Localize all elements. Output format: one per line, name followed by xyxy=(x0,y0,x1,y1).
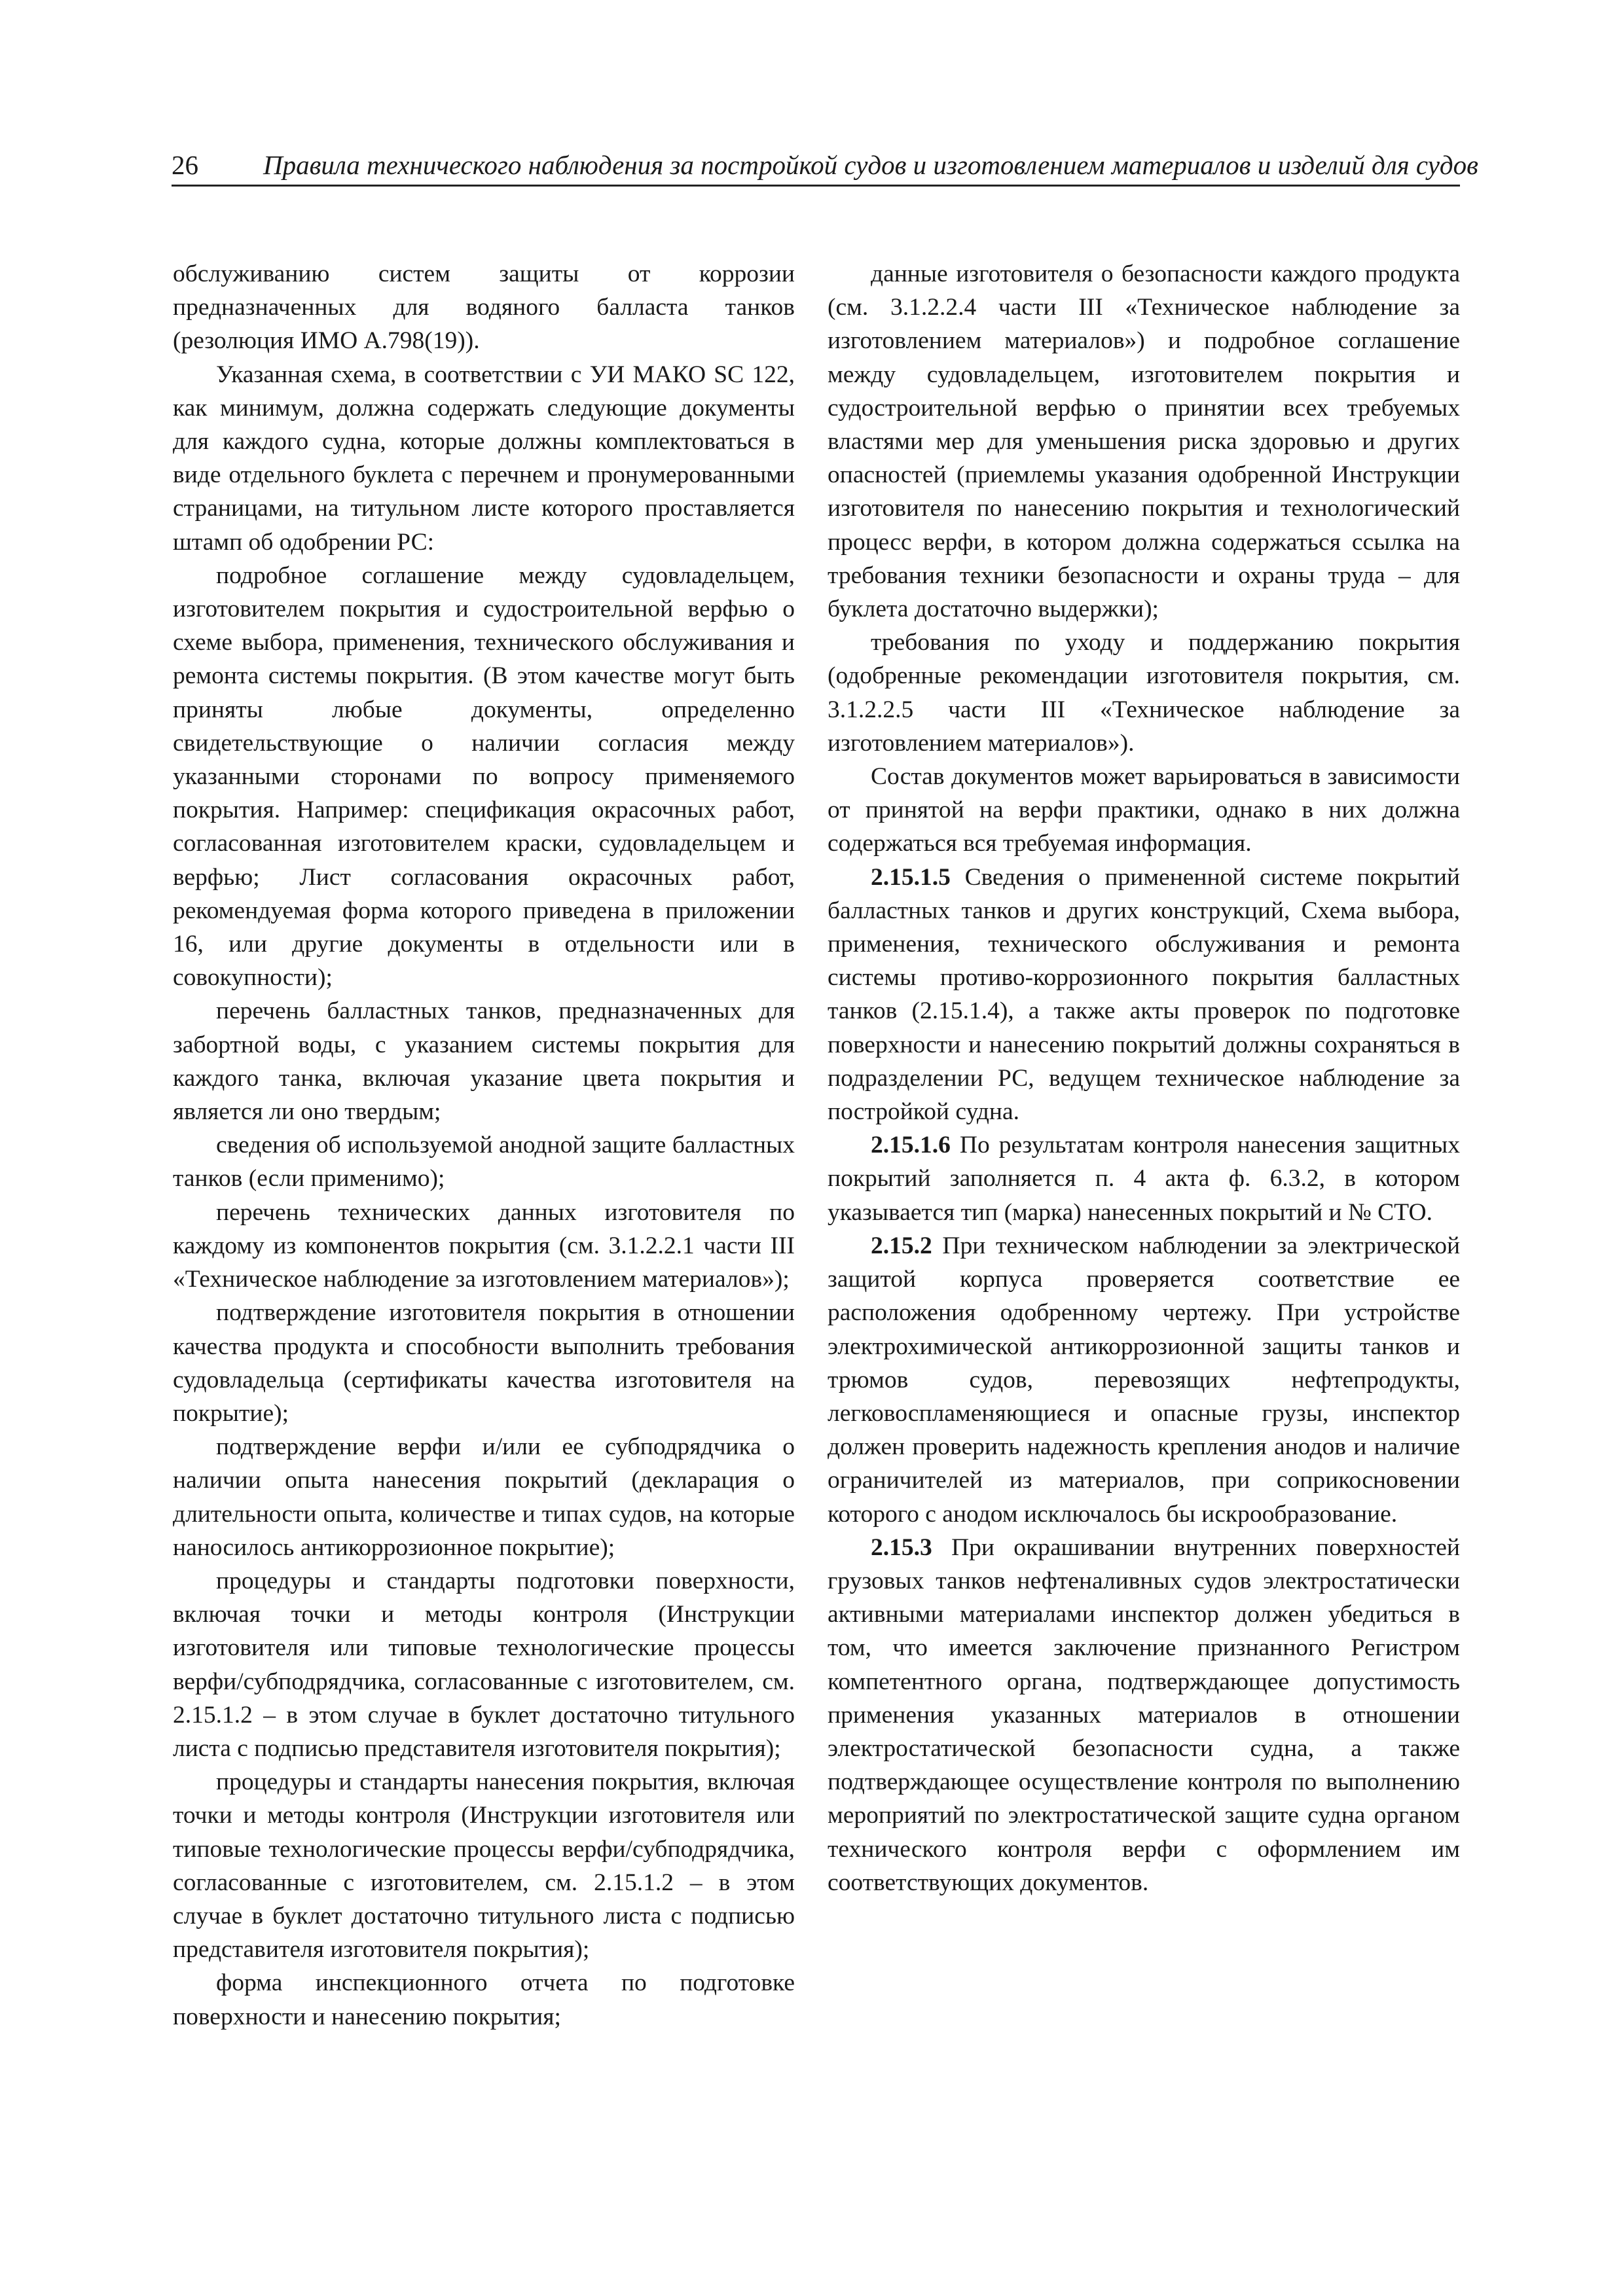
page-header xyxy=(172,145,1478,187)
page-number: 26 xyxy=(172,150,198,180)
paragraph-text: Состав документов может варьироваться в зависимости от принятой на верфи практики, однако в них должна содержаться вся требуемая информация. xyxy=(828,763,1460,857)
paragraph-text: При техническом наблюдении за электрической защитой корпуса проверяется соответствие ее расположения одобренному чертежу. При устройстве электрохимической антикоррозионной защиты танков и трюмов судов, перевозящих нефтепродукты, легковоспламеняющиеся и опасные грузы, инспектор должен проверить надежность крепления анодов и наличие ограничителей из материалов, при соприкосновении которого с анодом исключалось бы искрообразование. xyxy=(828,1232,1461,1528)
section-2-15-1-5 xyxy=(828,861,1460,1129)
paragraph xyxy=(828,760,1460,861)
paragraph-text: данные изготовителя о безопасности каждого продукта (см. 3.1.2.2.4 части III «Техническое наблюдение за изготовлением материалов») и подробное соглашение между судовладельцем, изготовителем покрытия и судостроительной верфью о принятии всех требуемых властями мер для уменьшения риска здоровью и других опасностей (приемлемы указания одобренной Инструкции изготовителя по нанесению покрытия и технологический процесс верфи, в котором должна содержаться ссылка на требования техники безопасности и охраны труда – для буклета достаточно выдержки); xyxy=(828,260,1460,623)
section-number: 2.15.3 xyxy=(871,1534,932,1561)
running-title: Правила технического наблюдения за постройкой судов и изготовлением материалов и изделий для судов xyxy=(263,150,1478,180)
paragraph-text: По результатам контроля нанесения защитных покрытий заполняется п. 4 акта ф. 6.3.2, в котором указывается тип (марка) нанесенных покрытий и № СТО. xyxy=(828,1132,1461,1226)
section-2-15-1-6 xyxy=(828,1128,1460,1229)
section-number: 2.15.1.5 xyxy=(871,863,951,891)
list-item: сведения об используемой анодной защите балластных танков (если применимо); xyxy=(173,1132,795,1193)
list-item: подтверждение верфи и/или ее субподрядчика о наличии опыта нанесения покрытий (декларация о длительности опыта, количестве и типах судов, на которые наносилось антикоррозионное покрытие); xyxy=(173,1433,795,1561)
paragraph-text: При окрашивании внутренних поверхностей грузовых танков нефтеналивных судов электростатически активными материалами инспектор должен убедиться в том, что имеется заключение признанного Регистром компетентного органа, подтверждающее допустимость применения указанных материалов в отношении электростатической безопасности судна, а также подтверждающее осуществление контроля по выполнению мероприятий по электростатической защите судна органом технического контроля верфи с оформлением им соответствующих документов. xyxy=(828,1534,1460,1896)
list-item: процедуры и стандарты нанесения покрытия, включая точки и методы контроля (Инструкции изготовителя или типовые технологические процессы верфи/субподрядчика, согласованные с изготовителем, см. 2.15.1.2 – в этом случае в буклет достаточно титульного листа с подписью представителя изготовителя покрытия); xyxy=(173,1768,795,1964)
list-item xyxy=(828,626,1460,760)
list-item: перечень технических данных изготовителя по каждому из компонентов покрытия (см. 3.1.2.2.1 части III «Техническое наблюдение за изготовлением материалов»); xyxy=(173,1198,795,1293)
section-2-15-2 xyxy=(828,1229,1460,1531)
paragraph-text: требования по уходу и поддержанию покрытия (одобренные рекомендации изготовителя покрытия, см. 3.1.2.2.5 части III «Техническое наблюдение за изготовлением материалов»). xyxy=(828,629,1460,757)
section-2-15-3 xyxy=(828,1531,1460,1899)
section-number: 2.15.2 xyxy=(871,1232,932,1259)
paragraph: Указанная схема, в соответствии с УИ МАКО SC 122, как минимум, должна содержать следующие документы для каждого судна, которые должны комплектоваться в виде отдельного буклета с перечнем и пронумерованными страницами, на титульном листе которого проставляется штамп об одобрении РС: xyxy=(173,361,795,556)
list-item: перечень балластных танков, предназначенных для забортной воды, с указанием системы покрытия для каждого танка, включая указание цвета покрытия и является ли оно твердым; xyxy=(173,997,795,1126)
right-column xyxy=(828,257,1460,1899)
section-number: 2.15.1.6 xyxy=(871,1132,951,1159)
list-item: процедуры и стандарты подготовки поверхности, включая точки и методы контроля (Инструкции изготовителя или типовые технологические процессы верфи/субподрядчика, согласованные с изготовителем, см. 2.15.1.2 – в этом случае в буклет достаточно титульного листа с подписью представителя изготовителя покрытия); xyxy=(173,1567,795,1762)
paragraph: обслуживанию систем защиты от коррозии предназначенных для водяного балласта танков (резолюция ИМО А.798(19)). xyxy=(173,260,795,355)
paragraph-text: Сведения о примененной системе покрытий балластных танков и других конструкций, Схема выбора, применения, технического обслуживания и ремонта системы противо-коррозионного покрытия балластных танков (2.15.1.4), а также акты проверок по подготовке поверхности и нанесению покрытий должны сохраняться в подразделении РС, ведущем техническое наблюдение за постройкой судна. xyxy=(828,863,1460,1126)
list-item: подробное соглашение между судовладельцем, изготовителем покрытия и судостроительной верфью о схеме выбора, применения, технического обслуживания и ремонта системы покрытия. (В этом качестве могут быть приняты любые документы, определенно свидетельствующие о наличии согласия между указанными сторонами по вопросу применяемого покрытия. Например: спецификация окрасочных работ, согласованная изготовителем краски, судовладельцем и верфью; Лист согласования окрасочных работ, рекомендуемая форма которого приведена в приложении 16, или другие документы в отдельности или в совокупности); xyxy=(173,562,795,992)
list-item: подтверждение изготовителя покрытия в отношении качества продукта и способности выполнить требования судовладельца (сертификаты качества изготовителя на покрытие); xyxy=(173,1299,795,1427)
list-item: форма инспекционного отчета по подготовке поверхности и нанесению покрытия; xyxy=(173,1969,795,2030)
left-column xyxy=(173,257,795,2034)
list-item xyxy=(828,257,1460,626)
